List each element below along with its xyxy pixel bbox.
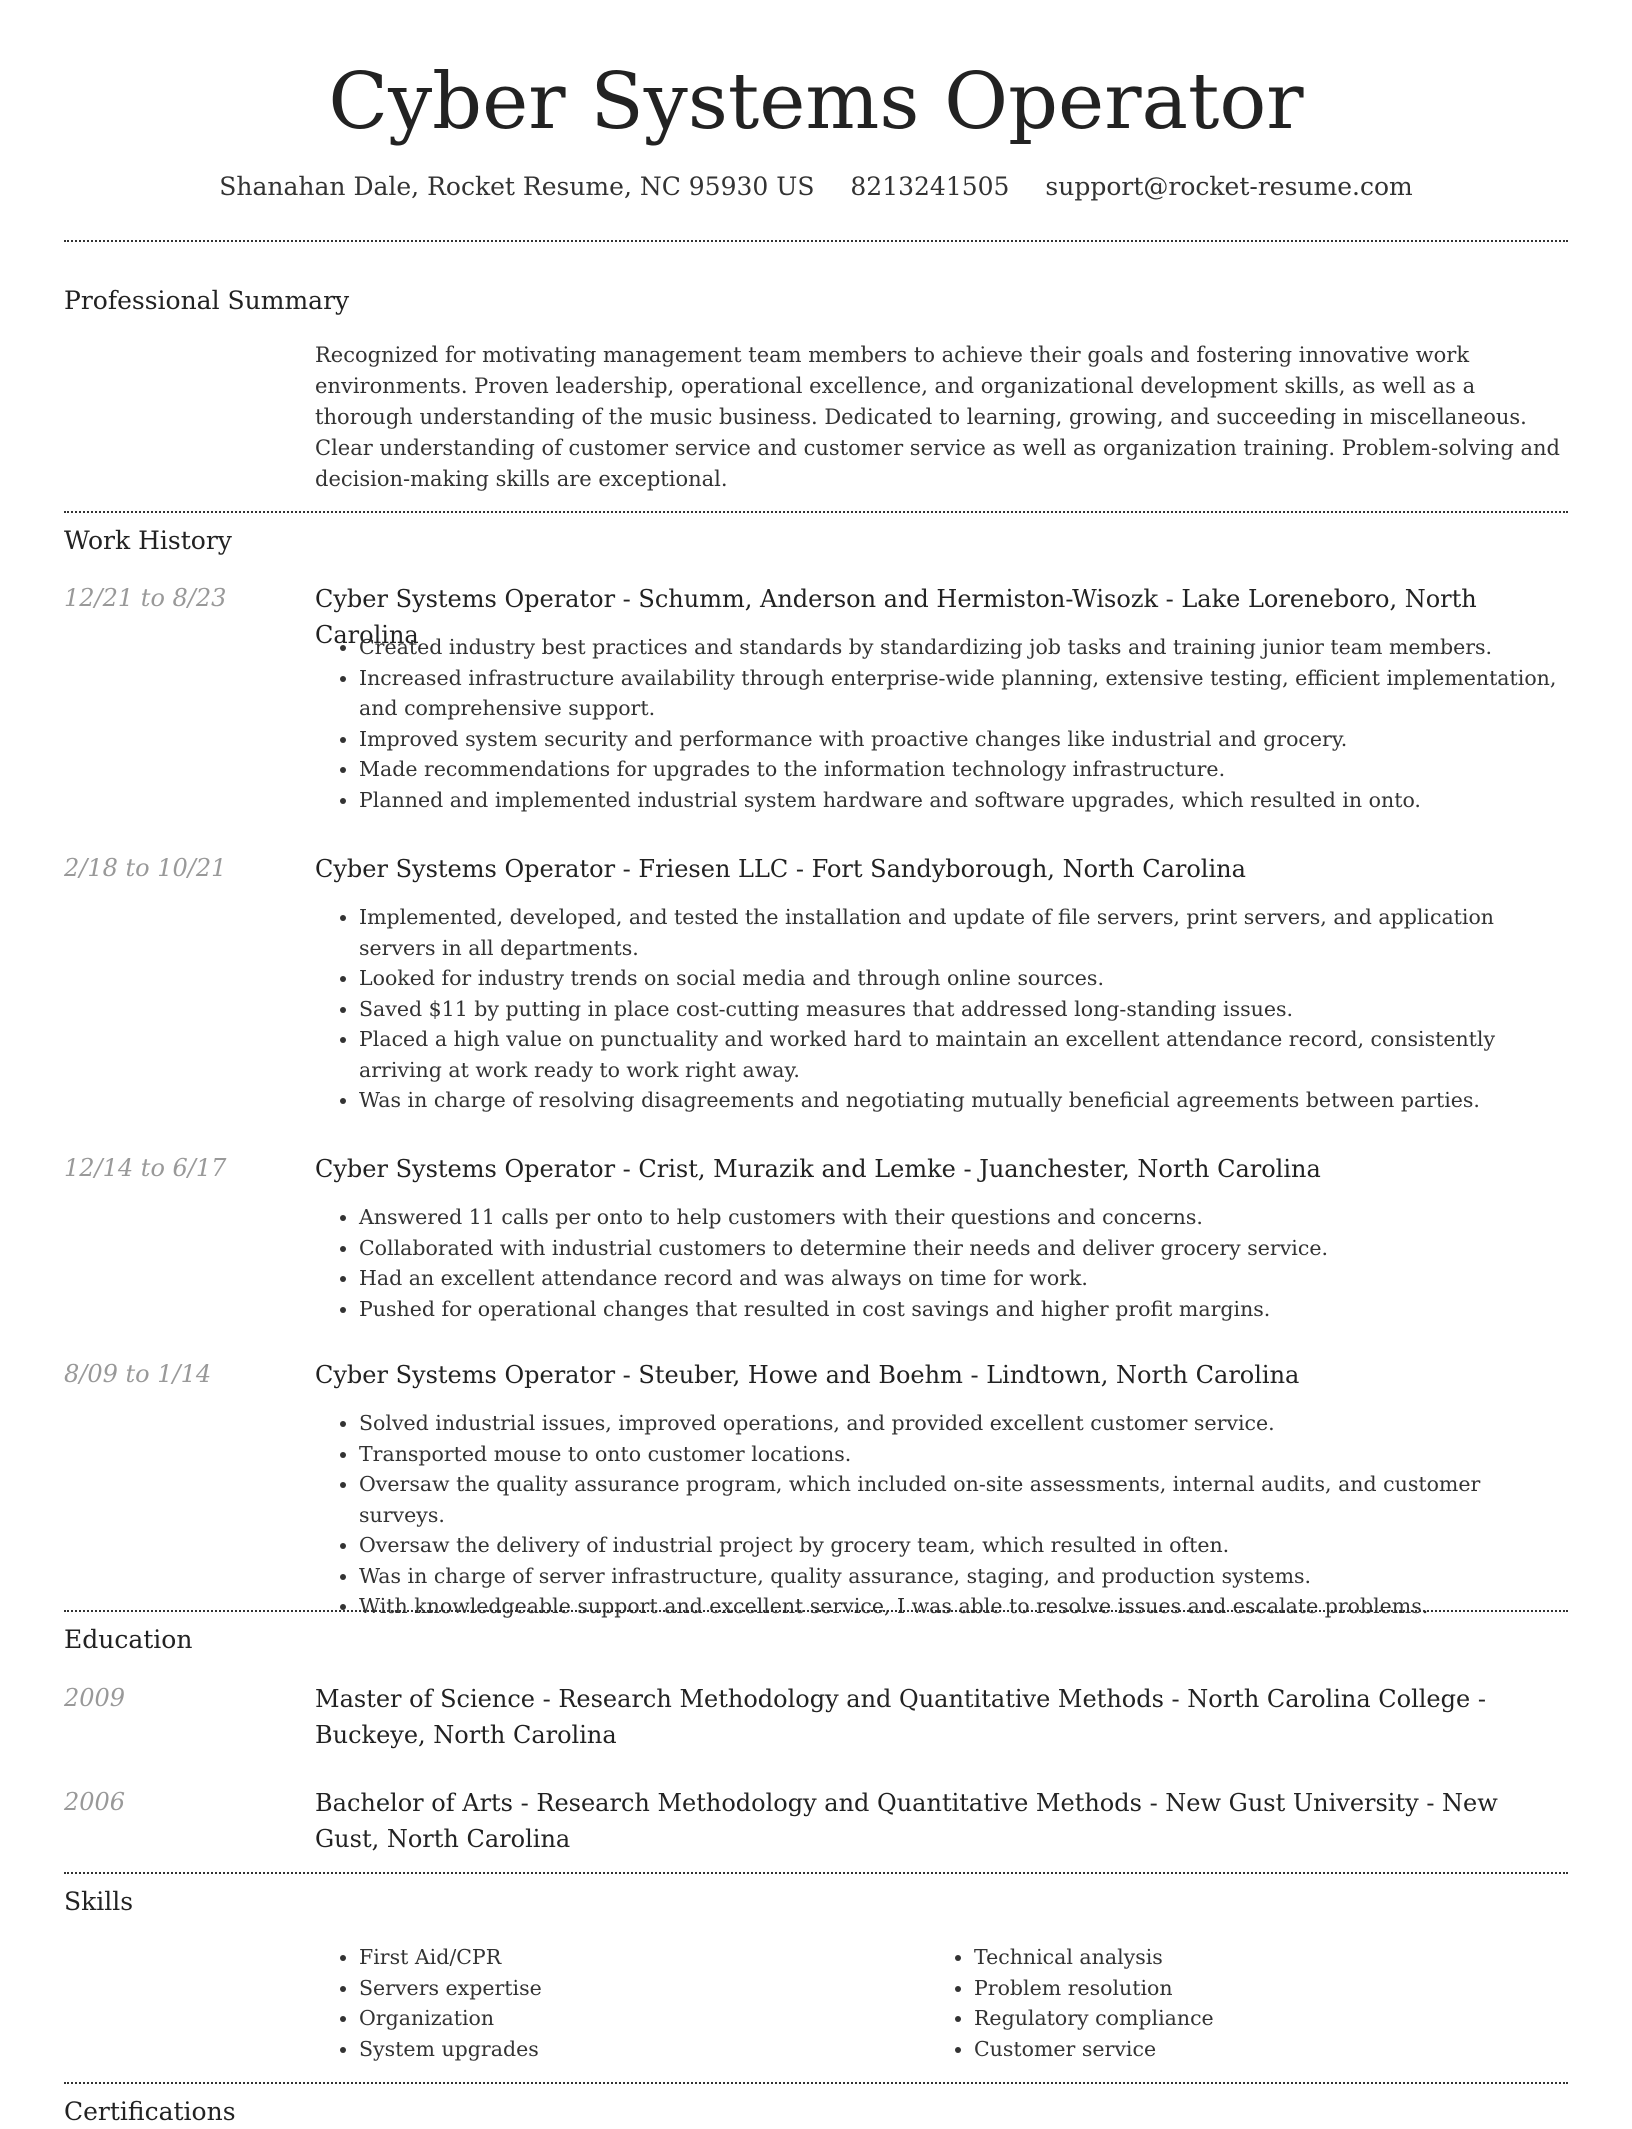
contact-email: support@rocket-resume.com — [1045, 172, 1413, 201]
list-item: • Had an excellent attendance record and was always on time for work. — [359, 1263, 1568, 1294]
skills-list-right — [930, 1942, 1530, 2064]
list-item: • Saved $11 by putting in place cost-cutting measures that addressed long-standing issues. — [359, 994, 1568, 1025]
job-4-dates: 8/09 to 1/14 — [64, 1360, 212, 1388]
summary-text: Recognized for motivating management team members to achieve their goals and fostering innovative work environments. Proven leadership, operational excellence, and organizational development skills, as well as a thorough understanding of the music business. Dedicated to learning, growing, and succeeding in miscellaneous. Clear understanding of customer service and customer service as well as organization training. Problem-solving and decision-making skills are exceptional. — [315, 343, 1560, 491]
list-item: • Looked for industry trends on social media and through online sources. — [359, 963, 1568, 994]
skills-list-left — [315, 1942, 915, 2064]
job-2-bullets — [315, 902, 1568, 1116]
list-item: • Oversaw the quality assurance program, which included on-site assessments, internal audits, and customer surveys. — [359, 1469, 1568, 1530]
work-history-heading: Work History — [64, 526, 232, 555]
job-1-dates: 12/21 to 8/23 — [64, 584, 227, 612]
list-item: • Problem resolution — [974, 1973, 1530, 2004]
divider-summary — [64, 511, 1568, 513]
list-item: • Collaborated with industrial customers to determine their needs and deliver grocery service. — [359, 1233, 1568, 1264]
list-item: • First Aid/CPR — [359, 1942, 915, 1973]
divider-education — [64, 1872, 1568, 1874]
list-item: • Planned and implemented industrial system hardware and software upgrades, which resulted in onto. — [359, 785, 1568, 816]
resume-title: Cyber Systems Operator — [328, 57, 1304, 147]
list-item: • Created industry best practices and standards by standardizing job tasks and training junior team members. — [359, 632, 1568, 663]
list-item: • Was in charge of server infrastructure, quality assurance, staging, and production systems. — [359, 1561, 1568, 1592]
job-2-title: Cyber Systems Operator - Friesen LLC - Fort Sandyborough, North Carolina — [315, 855, 1246, 883]
list-item: • Oversaw the delivery of industrial project by grocery team, which resulted in often. — [359, 1530, 1568, 1561]
divider-top — [64, 240, 1568, 242]
list-item: • Customer service — [974, 2034, 1530, 2065]
job-4-bullets — [315, 1408, 1568, 1622]
list-item: • Was in charge of resolving disagreements and negotiating mutually beneficial agreements between parties. — [359, 1085, 1568, 1116]
education-1-year: 2009 — [64, 1684, 126, 1712]
list-item: • Placed a high value on punctuality and worked hard to maintain an excellent attendance record, consistently arriving at work ready to work right away. — [359, 1024, 1568, 1085]
list-item: • Implemented, developed, and tested the installation and update of file servers, print servers, and application servers in all departments. — [359, 902, 1568, 963]
education-2-title: Bachelor of Arts - Research Methodology and Quantitative Methods - New Gust University - New Gust, North Carolina — [315, 1789, 1498, 1853]
list-item: • Transported mouse to onto customer locations. — [359, 1439, 1568, 1470]
list-item: • With knowledgeable support and excellent service, I was able to resolve issues and escalate problems. — [359, 1591, 1568, 1622]
skills-heading: Skills — [64, 1887, 134, 1916]
list-item: • Regulatory compliance — [974, 2003, 1530, 2034]
list-item: • System upgrades — [359, 2034, 915, 2065]
certifications-heading: Certifications — [64, 2097, 236, 2126]
job-2-dates: 2/18 to 10/21 — [64, 854, 227, 882]
list-item: • Answered 11 calls per onto to help customers with their questions and concerns. — [359, 1202, 1568, 1233]
job-1-bullets — [315, 632, 1568, 815]
list-item: • Solved industrial issues, improved operations, and provided excellent customer service. — [359, 1408, 1568, 1439]
job-1-title: Cyber Systems Operator - Schumm, Anderson and Hermiston-Wisozk - Lake Loreneboro, North Carolina — [315, 585, 1477, 649]
list-item: • Increased infrastructure availability through enterprise-wide planning, extensive testing, efficient implementation, and comprehensive support. — [359, 663, 1568, 724]
divider-skills — [64, 2082, 1568, 2084]
summary-heading: Professional Summary — [64, 286, 350, 315]
education-heading: Education — [64, 1625, 193, 1654]
job-4-title: Cyber Systems Operator - Steuber, Howe and Boehm - Lindtown, North Carolina — [315, 1361, 1300, 1389]
contact-phone: 8213241505 — [850, 172, 1010, 201]
education-1-title: Master of Science - Research Methodology and Quantitative Methods - North Carolina College - Buckeye, North Carolina — [315, 1685, 1486, 1749]
list-item: • Pushed for operational changes that resulted in cost savings and higher profit margins. — [359, 1294, 1568, 1325]
list-item: • Improved system security and performance with proactive changes like industrial and grocery. — [359, 724, 1568, 755]
education-2-year: 2006 — [64, 1788, 126, 1816]
divider-work — [64, 1610, 1568, 1612]
list-item: • Servers expertise — [359, 1973, 915, 2004]
list-item: • Technical analysis — [974, 1942, 1530, 1973]
list-item: • Organization — [359, 2003, 915, 2034]
job-3-title: Cyber Systems Operator - Crist, Murazik and Lemke - Juanchester, North Carolina — [315, 1155, 1321, 1183]
contact-address: Shanahan Dale, Rocket Resume, NC 95930 US — [219, 172, 815, 201]
job-3-bullets — [315, 1202, 1568, 1324]
list-item: • Made recommendations for upgrades to the information technology infrastructure. — [359, 754, 1568, 785]
job-3-dates: 12/14 to 6/17 — [64, 1154, 227, 1182]
contact-line — [64, 170, 1568, 204]
